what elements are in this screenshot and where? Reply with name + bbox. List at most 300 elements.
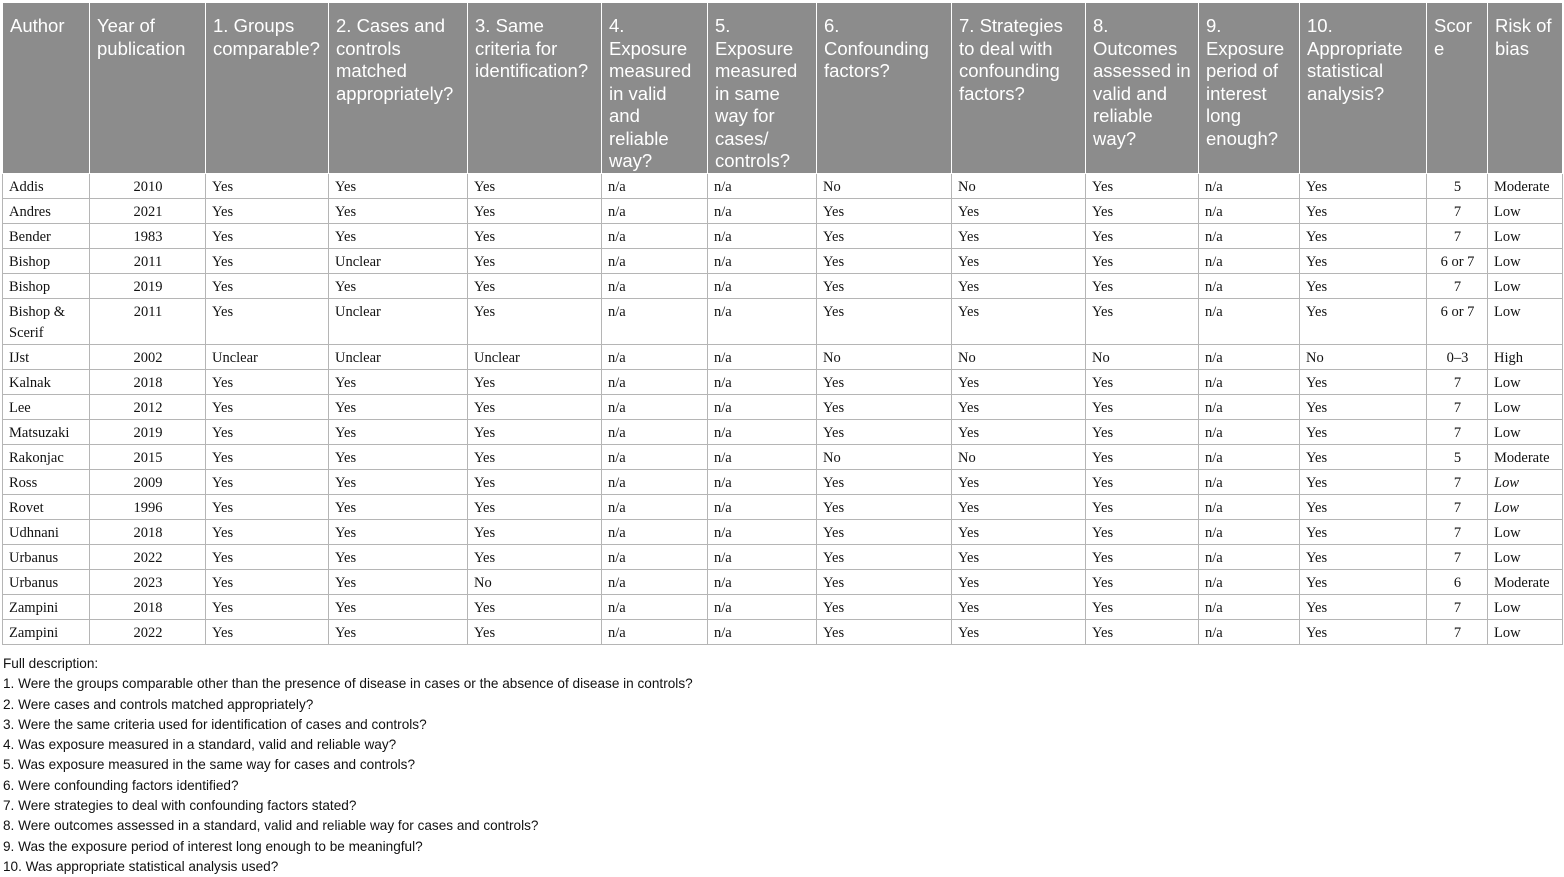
cell-q3: No [468,569,602,594]
header-q3: 3. Same criteria for identification? [468,3,602,174]
cell-q10: Yes [1300,544,1427,569]
cell-q7: No [952,173,1086,198]
cell-q4: n/a [602,419,708,444]
header-risk: Risk of bias [1488,3,1563,174]
cell-q4: n/a [602,173,708,198]
cell-q7: Yes [952,494,1086,519]
cell-risk: Moderate [1488,173,1563,198]
header-q5: 5. Exposure measured in same way for cases/ controls? [708,3,817,174]
header-q2: 2. Cases and controls matched appropriately? [329,3,468,174]
cell-q7: Yes [952,594,1086,619]
note-item: 6. Were confounding factors identified? [3,777,239,793]
cell-q3: Yes [468,248,602,273]
cell-q9: n/a [1199,198,1300,223]
cell-year: 2018 [90,519,206,544]
cell-q6: Yes [817,248,952,273]
cell-q6: Yes [817,223,952,248]
cell-q5: n/a [708,619,817,644]
cell-q10: Yes [1300,248,1427,273]
table-row [3,344,1563,369]
header-row [3,3,1563,174]
table-row [3,544,1563,569]
cell-q7: Yes [952,394,1086,419]
cell-q1: Yes [206,273,329,298]
cell-q5: n/a [708,198,817,223]
table-row [3,519,1563,544]
note-item: 3. Were the same criteria used for identification of cases and controls? [3,716,427,732]
cell-author: Matsuzaki [3,419,90,444]
header-year: Year of publication [90,3,206,174]
cell-author: Zampini [3,619,90,644]
cell-q9: n/a [1199,544,1300,569]
header-q7: 7. Strategies to deal with confounding factors? [952,3,1086,174]
cell-risk: Low [1488,198,1563,223]
cell-author: Addis [3,173,90,198]
cell-q10: Yes [1300,369,1427,394]
cell-q6: Yes [817,544,952,569]
cell-q2: Yes [329,419,468,444]
cell-q3: Yes [468,469,602,494]
cell-q1: Yes [206,298,329,344]
cell-q8: No [1086,344,1199,369]
cell-risk: Low [1488,223,1563,248]
table-body [3,173,1563,644]
cell-risk: Low [1488,619,1563,644]
cell-score: 7 [1427,223,1488,248]
cell-q10: Yes [1300,519,1427,544]
cell-q8: Yes [1086,444,1199,469]
cell-q5: n/a [708,419,817,444]
cell-q8: Yes [1086,419,1199,444]
cell-q8: Yes [1086,594,1199,619]
header-q10: 10. Appropriate statistical analysis? [1300,3,1427,174]
cell-q3: Yes [468,494,602,519]
note-item: 8. Were outcomes assessed in a standard, valid and reliable way for cases and controls? [3,818,539,834]
cell-q6: Yes [817,519,952,544]
table-row [3,494,1563,519]
cell-q10: Yes [1300,444,1427,469]
cell-risk: Low [1488,394,1563,419]
cell-author: Zampini [3,594,90,619]
cell-author: IJst [3,344,90,369]
cell-q5: n/a [708,344,817,369]
cell-q8: Yes [1086,394,1199,419]
cell-q3: Yes [468,198,602,223]
cell-risk: High [1488,344,1563,369]
table-row [3,394,1563,419]
table-row [3,419,1563,444]
cell-q3: Yes [468,619,602,644]
cell-q10: No [1300,344,1427,369]
cell-q5: n/a [708,173,817,198]
cell-risk: Low [1488,369,1563,394]
cell-risk: Moderate [1488,444,1563,469]
cell-q2: Yes [329,494,468,519]
cell-q6: Yes [817,298,952,344]
cell-q2: Yes [329,619,468,644]
cell-q5: n/a [708,248,817,273]
table-row [3,198,1563,223]
cell-q1: Yes [206,444,329,469]
cell-q4: n/a [602,469,708,494]
cell-year: 2023 [90,569,206,594]
cell-q4: n/a [602,394,708,419]
cell-q6: Yes [817,273,952,298]
cell-q8: Yes [1086,223,1199,248]
cell-q10: Yes [1300,494,1427,519]
cell-q7: Yes [952,544,1086,569]
cell-q4: n/a [602,494,708,519]
cell-q1: Yes [206,419,329,444]
cell-year: 2015 [90,444,206,469]
cell-q2: Yes [329,198,468,223]
cell-author: Ross [3,469,90,494]
cell-score: 7 [1427,544,1488,569]
cell-q10: Yes [1300,173,1427,198]
cell-q10: Yes [1300,394,1427,419]
table-row [3,173,1563,198]
cell-q1: Yes [206,223,329,248]
note-item: 7. Were strategies to deal with confounding factors stated? [3,798,357,814]
cell-score: 7 [1427,273,1488,298]
cell-q8: Yes [1086,198,1199,223]
table-row [3,369,1563,394]
cell-risk: Low [1488,469,1563,494]
cell-q3: Yes [468,419,602,444]
cell-q9: n/a [1199,469,1300,494]
cell-q1: Yes [206,594,329,619]
cell-score: 7 [1427,198,1488,223]
cell-q5: n/a [708,594,817,619]
cell-q9: n/a [1199,273,1300,298]
cell-year: 1996 [90,494,206,519]
cell-q5: n/a [708,273,817,298]
header-score: Score [1427,3,1488,174]
cell-q3: Yes [468,444,602,469]
cell-q6: Yes [817,394,952,419]
cell-year: 2021 [90,198,206,223]
cell-q8: Yes [1086,273,1199,298]
cell-year: 2022 [90,544,206,569]
cell-q9: n/a [1199,594,1300,619]
note-item: 5. Was exposure measured in the same way for cases and controls? [3,757,416,773]
header-q6: 6. Confounding factors? [817,3,952,174]
cell-q4: n/a [602,594,708,619]
cell-score: 5 [1427,173,1488,198]
cell-q2: Yes [329,544,468,569]
note-item: 10. Was appropriate statistical analysis used? [3,858,279,874]
header-q8: 8. Outcomes assessed in valid and reliable way? [1086,3,1199,174]
cell-q2: Yes [329,444,468,469]
cell-q6: Yes [817,469,952,494]
cell-q6: No [817,173,952,198]
cell-q3: Yes [468,394,602,419]
cell-author: Urbanus [3,544,90,569]
cell-q4: n/a [602,369,708,394]
cell-author: Kalnak [3,369,90,394]
cell-author: Bishop [3,248,90,273]
cell-q5: n/a [708,519,817,544]
cell-q1: Yes [206,469,329,494]
cell-q2: Yes [329,394,468,419]
cell-year: 2011 [90,298,206,344]
cell-year: 2019 [90,273,206,298]
cell-year: 2002 [90,344,206,369]
cell-q9: n/a [1199,569,1300,594]
cell-q7: Yes [952,569,1086,594]
cell-q4: n/a [602,569,708,594]
cell-q4: n/a [602,248,708,273]
cell-q4: n/a [602,198,708,223]
cell-author: Rakonjac [3,444,90,469]
cell-risk: Low [1488,273,1563,298]
cell-q4: n/a [602,298,708,344]
cell-risk: Low [1488,544,1563,569]
cell-score: 6 or 7 [1427,298,1488,344]
cell-q5: n/a [708,298,817,344]
cell-q7: Yes [952,519,1086,544]
cell-q10: Yes [1300,223,1427,248]
cell-q9: n/a [1199,248,1300,273]
cell-year: 2009 [90,469,206,494]
cell-q5: n/a [708,494,817,519]
cell-q9: n/a [1199,394,1300,419]
cell-q7: Yes [952,619,1086,644]
note-item: 9. Was the exposure period of interest long enough to be meaningful? [3,838,423,854]
header-q9: 9. Exposure period of interest long enough? [1199,3,1300,174]
cell-q9: n/a [1199,223,1300,248]
cell-q1: Yes [206,173,329,198]
table-row [3,619,1563,644]
cell-q7: Yes [952,298,1086,344]
cell-author: Bishop & Scerif [3,298,90,344]
cell-q7: Yes [952,273,1086,298]
cell-q7: Yes [952,369,1086,394]
cell-q1: Yes [206,519,329,544]
cell-q10: Yes [1300,469,1427,494]
table-row [3,223,1563,248]
cell-q7: No [952,344,1086,369]
cell-score: 0–3 [1427,344,1488,369]
cell-q3: Yes [468,173,602,198]
cell-q2: Unclear [329,248,468,273]
cell-score: 5 [1427,444,1488,469]
cell-q2: Unclear [329,344,468,369]
cell-author: Andres [3,198,90,223]
cell-risk: Low [1488,248,1563,273]
cell-score: 7 [1427,469,1488,494]
cell-year: 2019 [90,419,206,444]
cell-q1: Yes [206,369,329,394]
note-item: 4. Was exposure measured in a standard, valid and reliable way? [3,737,397,753]
cell-q8: Yes [1086,494,1199,519]
cell-q1: Unclear [206,344,329,369]
cell-q9: n/a [1199,419,1300,444]
cell-q10: Yes [1300,298,1427,344]
cell-q3: Yes [468,273,602,298]
cell-q10: Yes [1300,594,1427,619]
cell-q7: Yes [952,419,1086,444]
cell-q2: Yes [329,369,468,394]
cell-q10: Yes [1300,619,1427,644]
cell-q6: Yes [817,569,952,594]
cell-q8: Yes [1086,173,1199,198]
cell-score: 7 [1427,594,1488,619]
cell-q1: Yes [206,619,329,644]
cell-q1: Yes [206,198,329,223]
note-item: 1. Were the groups comparable other than the presence of disease in cases or the absence of disease in controls? [3,676,693,692]
cell-year: 2012 [90,394,206,419]
cell-q4: n/a [602,223,708,248]
cell-q6: Yes [817,369,952,394]
cell-q4: n/a [602,519,708,544]
cell-author: Udhnani [3,519,90,544]
cell-q4: n/a [602,544,708,569]
cell-q9: n/a [1199,519,1300,544]
cell-year: 2018 [90,369,206,394]
cell-score: 7 [1427,619,1488,644]
cell-q3: Yes [468,594,602,619]
full-description-notes [3,654,693,877]
cell-risk: Low [1488,419,1563,444]
cell-year: 2022 [90,619,206,644]
cell-score: 7 [1427,369,1488,394]
cell-q1: Yes [206,544,329,569]
cell-q4: n/a [602,273,708,298]
cell-q2: Yes [329,273,468,298]
table-row [3,298,1563,344]
cell-risk: Moderate [1488,569,1563,594]
quality-assessment-table [2,2,1563,645]
cell-q4: n/a [602,344,708,369]
cell-q3: Yes [468,519,602,544]
cell-score: 7 [1427,419,1488,444]
cell-q6: Yes [817,619,952,644]
cell-q2: Yes [329,519,468,544]
cell-q7: Yes [952,198,1086,223]
cell-q1: Yes [206,494,329,519]
note-item: 2. Were cases and controls matched appropriately? [3,696,314,712]
cell-q5: n/a [708,444,817,469]
cell-score: 7 [1427,394,1488,419]
cell-q8: Yes [1086,248,1199,273]
cell-q9: n/a [1199,298,1300,344]
cell-q3: Unclear [468,344,602,369]
cell-q6: No [817,344,952,369]
cell-q9: n/a [1199,369,1300,394]
cell-q5: n/a [708,544,817,569]
cell-q3: Yes [468,298,602,344]
cell-q2: Yes [329,223,468,248]
cell-year: 1983 [90,223,206,248]
cell-q9: n/a [1199,344,1300,369]
cell-q1: Yes [206,394,329,419]
cell-q7: Yes [952,248,1086,273]
cell-q4: n/a [602,444,708,469]
cell-q7: No [952,444,1086,469]
header-q1: 1. Groups comparable? [206,3,329,174]
cell-q10: Yes [1300,273,1427,298]
cell-q4: n/a [602,619,708,644]
table-row [3,248,1563,273]
header-author: Author [3,3,90,174]
notes-heading: Full description: [3,656,99,671]
cell-author: Bender [3,223,90,248]
cell-q2: Yes [329,173,468,198]
cell-q9: n/a [1199,444,1300,469]
cell-q1: Yes [206,569,329,594]
cell-q2: Yes [329,569,468,594]
cell-risk: Low [1488,494,1563,519]
cell-risk: Low [1488,298,1563,344]
cell-q8: Yes [1086,569,1199,594]
cell-q9: n/a [1199,619,1300,644]
header-q4: 4. Exposure measured in valid and reliable way? [602,3,708,174]
cell-q3: Yes [468,544,602,569]
cell-q6: Yes [817,494,952,519]
cell-q10: Yes [1300,569,1427,594]
cell-q5: n/a [708,469,817,494]
cell-q5: n/a [708,569,817,594]
cell-q8: Yes [1086,369,1199,394]
cell-q5: n/a [708,369,817,394]
cell-author: Lee [3,394,90,419]
cell-score: 7 [1427,494,1488,519]
cell-q7: Yes [952,223,1086,248]
cell-q2: Yes [329,469,468,494]
table-row [3,444,1563,469]
cell-q5: n/a [708,394,817,419]
cell-author: Bishop [3,273,90,298]
cell-q6: Yes [817,594,952,619]
cell-q8: Yes [1086,469,1199,494]
cell-q8: Yes [1086,619,1199,644]
cell-year: 2010 [90,173,206,198]
quality-assessment-table-container [2,2,1562,645]
cell-score: 6 [1427,569,1488,594]
cell-q7: Yes [952,469,1086,494]
cell-year: 2018 [90,594,206,619]
cell-q6: No [817,444,952,469]
cell-q8: Yes [1086,298,1199,344]
cell-q5: n/a [708,223,817,248]
cell-q8: Yes [1086,519,1199,544]
cell-q10: Yes [1300,419,1427,444]
cell-score: 6 or 7 [1427,248,1488,273]
cell-q9: n/a [1199,494,1300,519]
table-row [3,469,1563,494]
cell-author: Rovet [3,494,90,519]
cell-risk: Low [1488,594,1563,619]
cell-q3: Yes [468,223,602,248]
cell-score: 7 [1427,519,1488,544]
cell-q2: Yes [329,594,468,619]
cell-q1: Yes [206,248,329,273]
cell-author: Urbanus [3,569,90,594]
cell-risk: Low [1488,519,1563,544]
cell-q6: Yes [817,419,952,444]
table-row [3,569,1563,594]
cell-q6: Yes [817,198,952,223]
cell-q8: Yes [1086,544,1199,569]
cell-q2: Unclear [329,298,468,344]
cell-q9: n/a [1199,173,1300,198]
table-row [3,273,1563,298]
table-row [3,594,1563,619]
cell-q3: Yes [468,369,602,394]
cell-year: 2011 [90,248,206,273]
cell-q10: Yes [1300,198,1427,223]
